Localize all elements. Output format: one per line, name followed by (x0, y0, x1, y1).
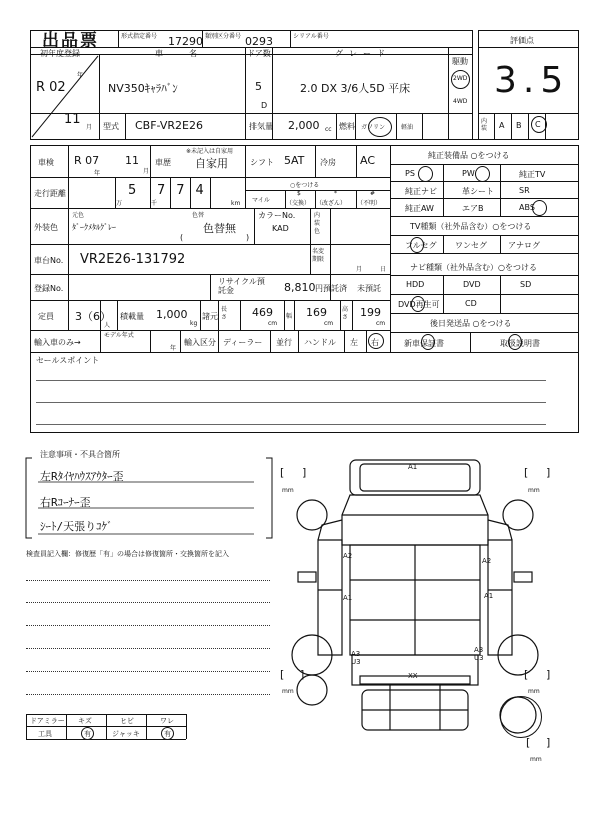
interior-b: B (516, 121, 522, 130)
tamper-label: （改ざん） (316, 200, 347, 207)
interior-color-label: 内装色 (314, 212, 321, 235)
recycle-not: 未預託 (357, 284, 381, 293)
handle-right: 右 (371, 338, 379, 347)
mileage-unit-km: km (231, 200, 241, 207)
usage-value: 自家用 (195, 157, 228, 170)
mm-unit: mm (528, 487, 540, 494)
sales-points-label: セールスポイント (36, 356, 100, 365)
import-parallel: 並行 (276, 338, 292, 347)
mileage-note: ○をつける (290, 182, 320, 189)
category-no-label: 類別区分番号 (205, 33, 242, 40)
length-unit: cm (268, 320, 278, 327)
recycle-label: リサイクル預託金 (218, 277, 265, 295)
length-value: 469 (252, 306, 273, 319)
inspection-month-unit: 月 (143, 168, 150, 175)
equipment-item: PS (405, 169, 415, 178)
current-color: 色替無 (203, 222, 236, 235)
color-no-label: カラーNo. (258, 211, 296, 220)
tv-oneseg: ワンセグ (455, 241, 487, 250)
doors-value: 5 (255, 80, 262, 93)
inspection-year-unit: 年 (94, 170, 101, 177)
interior-label: 内装 (481, 118, 488, 132)
shift-value: 5AT (284, 154, 305, 167)
equipment-item: PW (462, 169, 475, 178)
legend-tools-circle (81, 727, 94, 740)
legend-crack: ヒビ (120, 717, 134, 725)
nav-dvd-circle (411, 296, 425, 312)
bracket-right: ] (546, 466, 551, 479)
inspection-month: 11 (125, 154, 139, 167)
mark-right-rear-a3: A3 (474, 646, 484, 654)
mark-roof: A1 (408, 463, 418, 471)
model-year-unit: 年 (170, 345, 177, 352)
import-dealer: ディーラー (223, 338, 263, 347)
bracket-left: [ (524, 668, 529, 681)
equipment-item: 純正AW (405, 204, 434, 213)
legend-break: ワレ (160, 717, 174, 725)
dims-label: 諸元 (202, 312, 218, 321)
grade-value: 2.0 DX 3/6人5D 平床 (300, 82, 411, 95)
usage-label: 車歴 (155, 158, 171, 167)
mark-left-front-door: A2 (343, 552, 353, 560)
original-color: ﾀﾞｰｸﾒﾀﾙｸﾞﾚｰ (72, 223, 116, 232)
chassis-label: 車台No. (34, 256, 64, 265)
nav-sd: SD (520, 280, 532, 289)
nav-dvd-playable: DVD再生可 (398, 300, 440, 309)
color-no: KAD (272, 224, 289, 233)
equipment-item: ABS (519, 203, 535, 212)
legend-jack-circle (161, 727, 174, 740)
doors-label: ドア数 (247, 49, 271, 58)
usage-note: ※未記入は自家用 (186, 148, 234, 155)
bracket-right: ] (302, 466, 307, 479)
width-value: 169 (306, 306, 327, 319)
rating-value: 3.5 (494, 60, 570, 101)
displacement-label: 排気量 (249, 122, 273, 131)
car-name: NV350ｷｬﾗﾊﾞﾝ (108, 82, 178, 95)
equipment-circle (418, 166, 433, 182)
tv-title: TV種類（社外品含む）○をつける (410, 222, 532, 231)
car-name-label: 車名 (155, 49, 223, 58)
docs-manual: 取扱説明書 (500, 339, 540, 348)
drive-2wd: 2WD (453, 75, 468, 82)
model-value: CBF-VR2E26 (135, 119, 203, 132)
mark-right-rear-u3: U3 (474, 654, 484, 662)
height-label: 高さ (342, 306, 349, 321)
mileage-label: 走行距離 (34, 189, 66, 198)
swap-label: （交換） (286, 200, 311, 207)
equipment-item: エアB (462, 204, 484, 213)
nav-hdd: HDD (406, 280, 425, 289)
docs-warranty-circle (421, 334, 435, 350)
handle-left: 左 (350, 338, 358, 347)
note-item: 右Rｺｰﾅｰ歪 (40, 496, 91, 509)
capacity-value: 3（6） (75, 310, 111, 323)
docs-title: 後日発送品 ○をつける (430, 319, 512, 328)
legend-tools-have: 有 (84, 730, 91, 738)
chassis-no: VR2E26-131792 (80, 252, 186, 267)
equipment-title: 純正装備品 ○をつける (428, 151, 510, 160)
mileage-rest: 774 (157, 183, 215, 198)
note-item: 左Rﾀｲﾔﾊｳｽｱｳﾀｰ歪 (40, 470, 124, 483)
recycle-unit: 円預託済 (315, 284, 347, 293)
ac-label: 冷房 (320, 158, 336, 167)
equipment-circle (532, 200, 547, 216)
mm-unit: mm (528, 688, 540, 695)
recycle-value: 8,810 (284, 281, 316, 294)
serial-label: シリアル番号 (293, 33, 329, 40)
bracket-right: ] (546, 736, 551, 749)
tv-fullseg: フルセグ (405, 241, 437, 250)
ac-value: AC (360, 154, 376, 167)
model-year-label: モデル年式 (104, 332, 134, 339)
miles-label: マイル (252, 197, 270, 204)
interior-a: A (499, 121, 505, 130)
bracket-left: [ (280, 668, 285, 681)
legend-tools: 工具 (38, 730, 52, 738)
exterior-color-label: 外装色 (34, 223, 58, 232)
model-label: 型式 (103, 122, 119, 131)
capacity-label: 定員 (38, 312, 54, 321)
mark-left-rear-u3: U3 (351, 658, 361, 666)
docs-warranty: 新車保証書 (404, 339, 444, 348)
bracket-left: [ (526, 736, 531, 749)
equipment-item: 革シート (462, 187, 494, 196)
name-change-label: 名変期限 (312, 248, 325, 263)
nav-dvd: DVD (463, 280, 481, 289)
notes-label: 注意事項・不具合箇所 (40, 450, 120, 459)
inspector-label: 検査員記入欄：修復歴「有」の場合は修復箇所・交換箇所を記入 (26, 550, 229, 558)
legend-scratch: キズ (78, 717, 92, 725)
mileage-man: 5 (128, 183, 137, 198)
width-label: 幅 (286, 313, 293, 320)
import-type-label: 輸入区分 (184, 338, 216, 347)
equipment-item: 純正TV (519, 170, 546, 179)
name-change-month: 月 (356, 266, 363, 273)
import-label: 輸入車のみ→ (34, 338, 81, 347)
mm-unit: mm (282, 688, 294, 695)
first-reg-label: 初年度登録 (40, 49, 80, 58)
mark-rear-bumper: XX (408, 672, 418, 680)
name-change-day: 日 (380, 266, 387, 273)
year-unit: 年 (77, 72, 84, 79)
legend-jack: ジャッキ (112, 730, 140, 738)
load-value: 1,000 (156, 308, 188, 321)
equipment-item: 純正ナビ (405, 187, 437, 196)
height-value: 199 (360, 306, 381, 319)
grade-label: グレード (335, 49, 391, 58)
load-unit: kg (190, 320, 198, 327)
original-color-label: 元色 (72, 212, 85, 219)
shift-label: シフト (250, 158, 274, 167)
tv-fullseg-circle (410, 237, 424, 253)
equipment-circle (475, 166, 490, 182)
fuel-gasoline: ガソリン (361, 124, 386, 131)
bracket-right: ] (300, 668, 305, 681)
mm-unit: mm (282, 487, 294, 494)
equipment-item: SR (519, 186, 530, 195)
nav-title: ナビ種類（社外品含む）○をつける (410, 263, 537, 272)
mark-left-rear-a3: A3 (351, 650, 361, 658)
tv-analog: アナログ (508, 241, 540, 250)
format-no-label: 形式指定番号 (121, 33, 158, 40)
mm-unit: mm (530, 756, 542, 763)
interior-c: C (535, 120, 541, 129)
load-label: 積載量 (120, 312, 144, 321)
swap-mark: $ (297, 190, 301, 197)
format-no: 17290 (168, 35, 203, 48)
fuel-light: 軽油 (401, 124, 414, 131)
height-unit: cm (376, 320, 386, 327)
first-reg-year: R 02 (36, 80, 66, 95)
reg-no-label: 登録No. (34, 284, 64, 293)
legend-jack-have: 有 (164, 730, 171, 738)
inspection-year: R 07 (74, 154, 100, 167)
door-type: D (261, 101, 268, 110)
capacity-unit: 人 (104, 322, 111, 329)
page-title: 出品票 (42, 31, 99, 51)
cc-unit: cc (325, 126, 332, 133)
drive-label: 駆動 (452, 57, 468, 66)
unknown-mark: # (370, 190, 376, 197)
unknown-label: （不明） (357, 200, 382, 207)
tamper-mark: * (334, 190, 337, 197)
note-item: ｼｰﾄ/天張りｺｹﾞ (40, 520, 113, 533)
bracket-left: [ (280, 466, 285, 479)
spare-tire (500, 696, 542, 738)
width-unit: cm (324, 320, 334, 327)
inspection-label: 車検 (38, 158, 54, 167)
mileage-unit-sen: 千 (151, 200, 158, 207)
docs-manual-circle (508, 334, 522, 350)
mileage-unit-man: 万 (116, 200, 123, 207)
month-unit: 月 (86, 124, 93, 131)
legend-door-mirror: ドアミラー (30, 717, 65, 725)
category-no: 0293 (245, 35, 273, 48)
mark-left-rear-door: A1 (343, 594, 353, 602)
rating-label: 評価点 (510, 36, 534, 45)
displacement-value: 2,000 (288, 119, 320, 132)
mark-right-front-door: A2 (482, 557, 492, 565)
first-reg-month: 11 (64, 112, 81, 127)
current-color-label: 色替 (192, 212, 205, 219)
handle-label: ハンドル (304, 338, 336, 347)
length-label: 長さ (221, 306, 228, 321)
bracket-left: [ (524, 466, 529, 479)
fuel-label: 燃料 (339, 122, 355, 131)
bracket-right: ] (546, 668, 551, 681)
drive-4wd: 4WD (453, 98, 468, 105)
mark-right-rear-door: A1 (484, 592, 494, 600)
nav-cd: CD (465, 299, 477, 308)
